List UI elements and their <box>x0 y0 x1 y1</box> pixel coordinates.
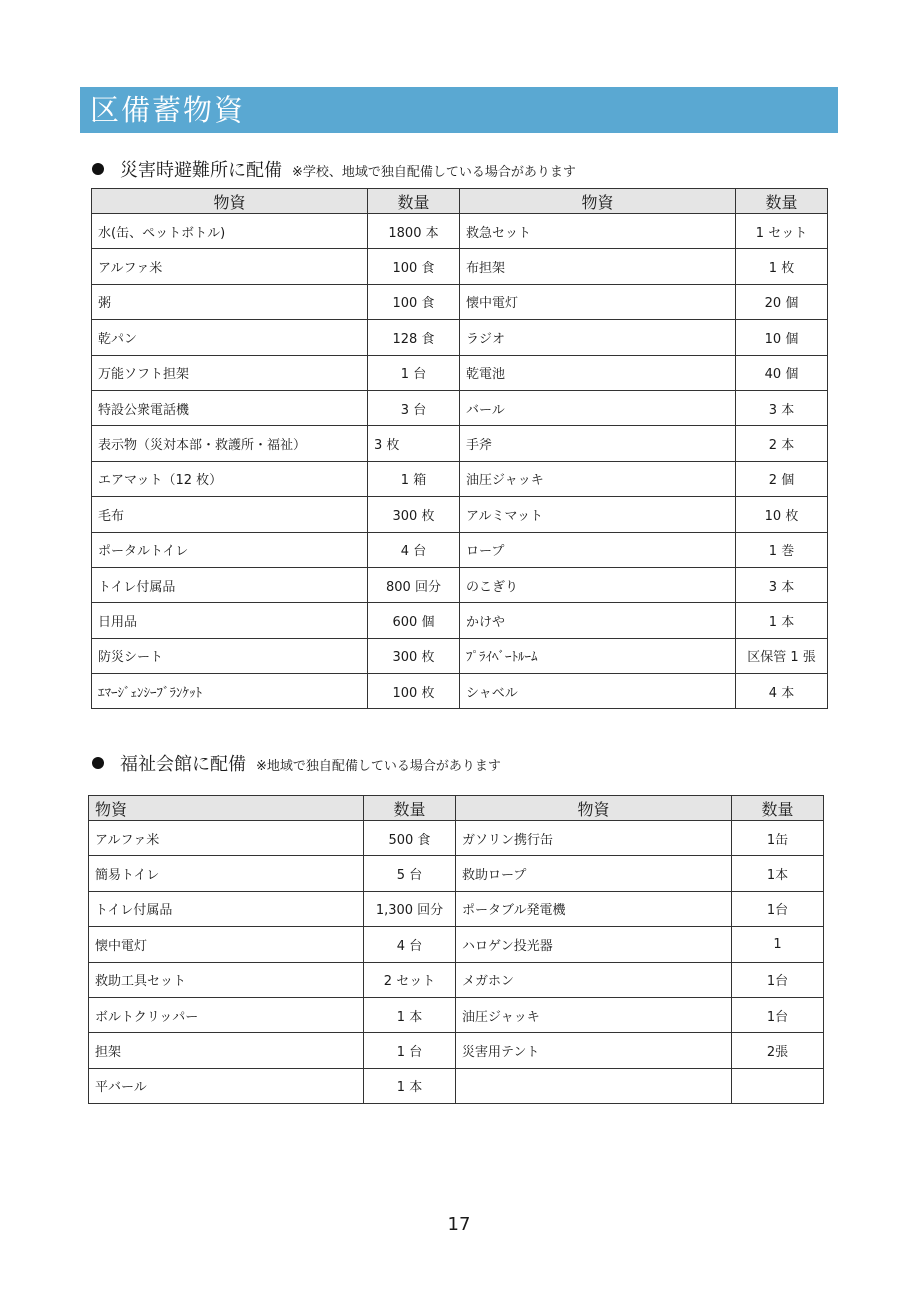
quantity-cell: 100 食 <box>368 249 460 284</box>
item-cell: ﾌﾟﾗｲﾍﾞｰﾄﾙｰﾑ <box>460 638 736 673</box>
quantity-cell: 100 食 <box>368 284 460 319</box>
quantity-cell: 600 個 <box>368 603 460 638</box>
item-cell: トイレ付属品 <box>92 567 368 602</box>
page-title: 区備蓄物資 <box>90 93 246 127</box>
item-cell: かけや <box>460 603 736 638</box>
bullet-icon <box>92 163 104 175</box>
item-cell: 救急セット <box>460 214 736 249</box>
item-cell: エアマット（12 枚） <box>92 461 368 496</box>
table-header-row <box>92 189 828 214</box>
quantity-cell: 1 台 <box>368 355 460 390</box>
table-row <box>89 1033 824 1068</box>
table-row <box>89 821 824 856</box>
section1-heading <box>92 156 576 182</box>
item-cell: 平バール <box>89 1068 364 1103</box>
table-row <box>89 1068 824 1103</box>
item-cell: 毛布 <box>92 497 368 532</box>
header-qty: 数量 <box>736 189 828 214</box>
item-cell: ｴﾏｰｼﾞｪﾝｼｰﾌﾞﾗﾝｹｯﾄ <box>92 674 368 709</box>
quantity-cell: 40 個 <box>736 355 828 390</box>
item-cell: 油圧ジャッキ <box>456 997 732 1032</box>
item-cell: ポータルトイレ <box>92 532 368 567</box>
quantity-cell: 128 食 <box>368 320 460 355</box>
section2-note: ※地域で独自配備している場合があります <box>256 759 501 774</box>
header-qty: 数量 <box>368 189 460 214</box>
quantity-cell: 1 巻 <box>736 532 828 567</box>
quantity-cell <box>732 1068 824 1103</box>
shelter-supplies-table <box>91 188 828 709</box>
quantity-cell: 1本 <box>732 856 824 891</box>
section1-title: 災害時避難所に配備 <box>120 160 282 181</box>
quantity-cell: 1 本 <box>736 603 828 638</box>
bullet-icon <box>92 757 104 769</box>
item-cell: アルファ米 <box>92 249 368 284</box>
item-cell <box>456 1068 732 1103</box>
table-row <box>92 461 828 496</box>
item-cell: 日用品 <box>92 603 368 638</box>
table-row <box>92 320 828 355</box>
quantity-cell: 1 台 <box>364 1033 456 1068</box>
header-item: 物資 <box>92 189 368 214</box>
item-cell: ハロゲン投光器 <box>456 927 732 962</box>
item-cell: 布担架 <box>460 249 736 284</box>
section2-title: 福祉会館に配備 <box>120 754 246 775</box>
quantity-cell: 1缶 <box>732 821 824 856</box>
quantity-cell: 300 枚 <box>368 497 460 532</box>
item-cell: 懐中電灯 <box>460 284 736 319</box>
quantity-cell: 2 本 <box>736 426 828 461</box>
header-qty: 数量 <box>364 796 456 821</box>
table-row <box>89 891 824 926</box>
quantity-cell: 1台 <box>732 962 824 997</box>
table-row <box>89 962 824 997</box>
section1-note: ※学校、地域で独自配備している場合があります <box>292 165 576 180</box>
item-cell: バール <box>460 390 736 425</box>
quantity-cell: 500 食 <box>364 821 456 856</box>
item-cell: のこぎり <box>460 567 736 602</box>
item-cell: 水(缶、ペットボトル) <box>92 214 368 249</box>
item-cell: トイレ付属品 <box>89 891 364 926</box>
welfare-hall-supplies-table <box>88 795 824 1104</box>
quantity-cell: 1 枚 <box>736 249 828 284</box>
quantity-cell: 3 本 <box>736 390 828 425</box>
quantity-cell: 1 セット <box>736 214 828 249</box>
quantity-cell: 4 台 <box>364 927 456 962</box>
item-cell: 救助ロープ <box>456 856 732 891</box>
table-row <box>92 249 828 284</box>
quantity-cell: 5 台 <box>364 856 456 891</box>
quantity-cell: 1 本 <box>364 997 456 1032</box>
item-cell: シャベル <box>460 674 736 709</box>
item-cell: 手斧 <box>460 426 736 461</box>
table-row <box>89 856 824 891</box>
item-cell: 災害用テント <box>456 1033 732 1068</box>
item-cell: メガホン <box>456 962 732 997</box>
table-row <box>92 497 828 532</box>
table-row <box>92 284 828 319</box>
quantity-cell: 300 枚 <box>368 638 460 673</box>
table-row <box>92 426 828 461</box>
quantity-cell: 3 台 <box>368 390 460 425</box>
quantity-cell: 800 回分 <box>368 567 460 602</box>
title-banner <box>80 87 838 133</box>
table-row <box>89 927 824 962</box>
item-cell: 特設公衆電話機 <box>92 390 368 425</box>
quantity-cell: 1台 <box>732 891 824 926</box>
quantity-cell: 3 本 <box>736 567 828 602</box>
item-cell: 油圧ジャッキ <box>460 461 736 496</box>
quantity-cell: 2 個 <box>736 461 828 496</box>
quantity-cell: 1,300 回分 <box>364 891 456 926</box>
table-row <box>89 997 824 1032</box>
item-cell: アルミマット <box>460 497 736 532</box>
item-cell: 救助工具セット <box>89 962 364 997</box>
table-row <box>92 532 828 567</box>
quantity-cell: 10 個 <box>736 320 828 355</box>
quantity-cell: 区保管 1 張 <box>736 638 828 673</box>
quantity-cell: 1800 本 <box>368 214 460 249</box>
quantity-cell: 10 枚 <box>736 497 828 532</box>
section2-heading <box>92 750 501 776</box>
table-row <box>92 355 828 390</box>
item-cell: 万能ソフト担架 <box>92 355 368 390</box>
quantity-cell: 100 枚 <box>368 674 460 709</box>
table-row <box>92 674 828 709</box>
item-cell: ガソリン携行缶 <box>456 821 732 856</box>
header-qty: 数量 <box>732 796 824 821</box>
quantity-cell: 4 本 <box>736 674 828 709</box>
quantity-cell: 1 箱 <box>368 461 460 496</box>
page-number: 17 <box>447 1214 471 1235</box>
item-cell: ポータブル発電機 <box>456 891 732 926</box>
item-cell: ボルトクリッパー <box>89 997 364 1032</box>
item-cell: アルファ米 <box>89 821 364 856</box>
item-cell: 防災シート <box>92 638 368 673</box>
item-cell: 簡易トイレ <box>89 856 364 891</box>
table-row <box>92 390 828 425</box>
quantity-cell: 1 本 <box>364 1068 456 1103</box>
item-cell: 担架 <box>89 1033 364 1068</box>
header-item: 物資 <box>460 189 736 214</box>
quantity-cell: 1台 <box>732 997 824 1032</box>
quantity-cell: 4 台 <box>368 532 460 567</box>
quantity-cell: 2 セット <box>364 962 456 997</box>
table-row <box>92 567 828 602</box>
table-row <box>92 603 828 638</box>
quantity-cell: 3 枚 <box>368 426 460 461</box>
quantity-cell: 1 <box>732 927 824 962</box>
item-cell: 表示物（災対本部・救護所・福祉） <box>92 426 368 461</box>
header-item: 物資 <box>89 796 364 821</box>
item-cell: 乾電池 <box>460 355 736 390</box>
table-header-row <box>89 796 824 821</box>
item-cell: 乾パン <box>92 320 368 355</box>
quantity-cell: 2張 <box>732 1033 824 1068</box>
item-cell: ロープ <box>460 532 736 567</box>
item-cell: 懐中電灯 <box>89 927 364 962</box>
item-cell: 粥 <box>92 284 368 319</box>
table-row <box>92 638 828 673</box>
quantity-cell: 20 個 <box>736 284 828 319</box>
header-item: 物資 <box>456 796 732 821</box>
table-row <box>92 214 828 249</box>
item-cell: ラジオ <box>460 320 736 355</box>
